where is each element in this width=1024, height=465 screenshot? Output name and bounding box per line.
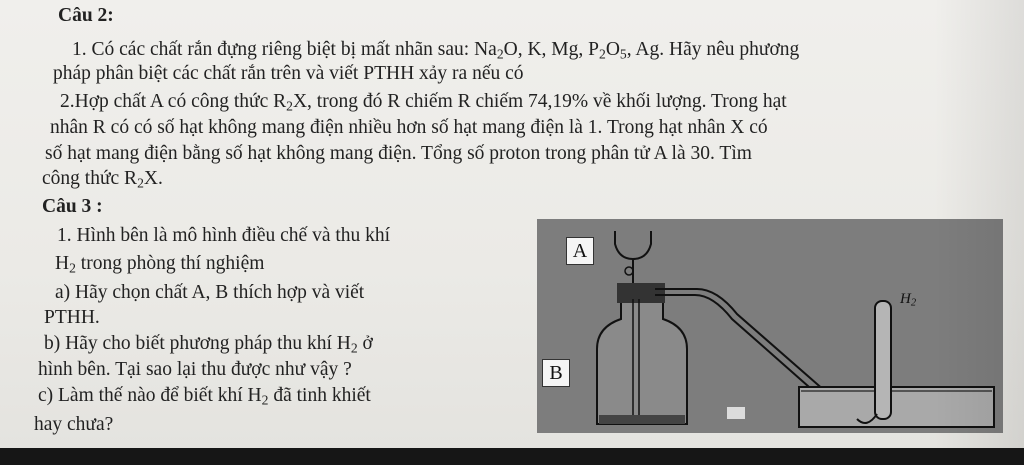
- q3-l7-text-a: c) Làm thế nào để biết khí H: [38, 385, 262, 406]
- q3-line4: PTHH.: [44, 307, 100, 328]
- q2-heading: Câu 2:: [58, 5, 114, 26]
- q3-line5: [44, 333, 373, 355]
- bottom-strip: [0, 448, 1024, 465]
- q3-line6: hình bên. Tại sao lại thu được như vậy ?: [38, 359, 352, 380]
- collecting-tube: [875, 301, 891, 419]
- q3-line8: hay chưa?: [34, 414, 114, 435]
- label-a: A: [566, 237, 594, 265]
- q2-p2-text-a: 2.Hợp chất A có công thức R: [60, 91, 287, 112]
- reaction-flask: [597, 303, 687, 424]
- q2-p1-sub2: 2: [599, 46, 606, 62]
- q3-l7-sub: 2: [261, 392, 269, 408]
- q2-p2-text-b: X, trong đó R chiếm R chiếm 74,19% về khối lượng. Trong hạt: [292, 91, 787, 112]
- q2-part2-line2: nhân R có có số hạt không mang điện nhiều hơn số hạt mang điện là 1. Trong hạt nhân X có: [50, 117, 768, 138]
- q2-p1-text-d: , Ag. Hãy nêu phương: [626, 39, 800, 60]
- q2-p2-l4-text-a: công thức R: [42, 168, 138, 189]
- q2-p1-sub1: 2: [496, 46, 504, 62]
- q3-l2-text: trong phòng thí nghiệm: [75, 253, 265, 274]
- q2-p1-sub3: 5: [619, 46, 627, 62]
- q2-part2-line1: [60, 91, 787, 113]
- small-block: [727, 407, 745, 419]
- q2-p1-text-a: 1. Có các chất rắn đựng riêng biệt bị mất nhãn sau: Na: [72, 39, 497, 60]
- apparatus-drawing: [537, 219, 1003, 433]
- label-b: B: [542, 359, 570, 387]
- dropping-funnel: [615, 231, 651, 259]
- q3-heading: Câu 3 :: [42, 196, 103, 217]
- q3-l7-text-b: đã tinh khiết: [268, 385, 371, 406]
- q2-p2-l4-text-b: X.: [143, 168, 163, 189]
- q2-p1-text-c: O: [605, 39, 620, 60]
- q2-part1-line2: pháp phân biệt các chất rắn trên và viết PTHH xảy ra nếu có: [53, 63, 524, 84]
- label-h2-sub: 2: [910, 297, 917, 309]
- q3-l5-text-a: b) Hãy cho biết phương pháp thu khí H: [44, 333, 351, 354]
- q2-p2-l4-sub: 2: [137, 175, 144, 191]
- q3-line7: [38, 385, 371, 407]
- water-trough: [799, 387, 994, 427]
- q2-part2-line4: [42, 168, 163, 190]
- q3-line2: [55, 253, 264, 275]
- q3-line3: a) Hãy chọn chất A, B thích hợp và viết: [55, 282, 365, 303]
- flask-stopper: [617, 283, 665, 303]
- solid-b: [599, 415, 685, 424]
- q2-p2-sub: 2: [286, 98, 293, 114]
- q3-l2-sub: 2: [69, 260, 76, 276]
- label-h2-main: H: [900, 291, 911, 307]
- label-h2: [900, 291, 916, 308]
- q2-p1-text-b: O, K, Mg, P: [503, 39, 599, 60]
- q3-l5-sub: 2: [350, 340, 358, 356]
- q3-l2-h: H: [55, 253, 70, 274]
- apparatus-figure: [537, 219, 1003, 433]
- q2-part1-line1: [72, 39, 799, 61]
- q2-part2-line3: số hạt mang điện bằng số hạt không mang điện. Tổng số proton trong phân tử A là 30. Tìm: [45, 143, 752, 164]
- q3-l5-text-b: ở: [357, 333, 373, 354]
- funnel-tap: [625, 267, 633, 275]
- q3-line1: 1. Hình bên là mô hình điều chế và thu khí: [57, 225, 391, 246]
